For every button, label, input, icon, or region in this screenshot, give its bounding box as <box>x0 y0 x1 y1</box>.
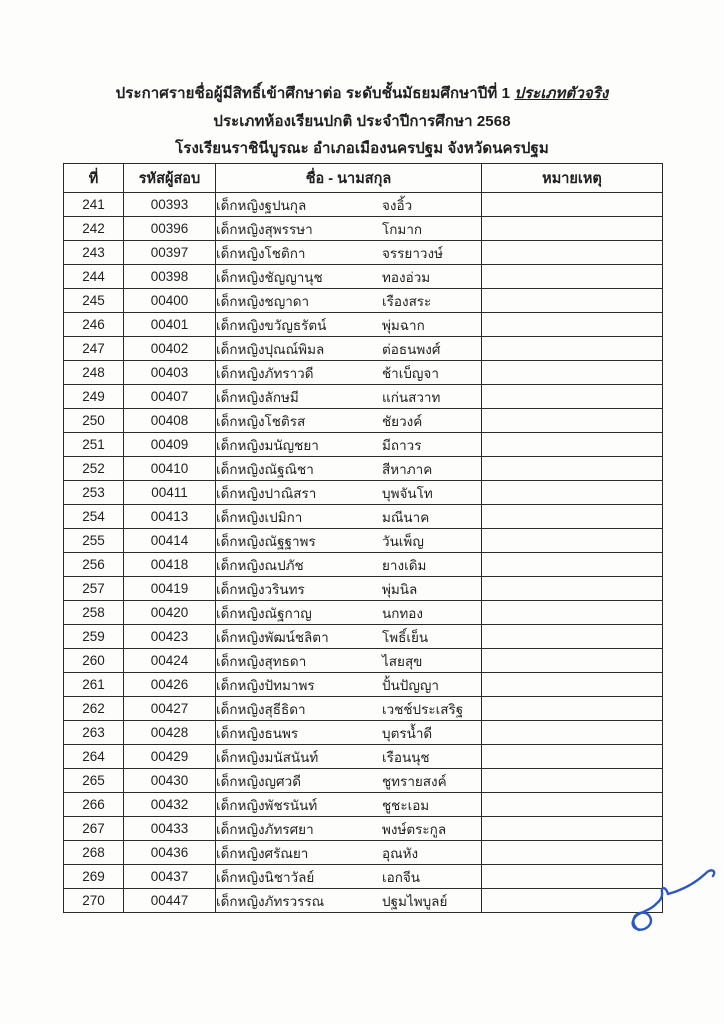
row-number: 255 <box>64 529 124 553</box>
name-cell <box>216 745 482 769</box>
remark-cell <box>482 601 663 625</box>
exam-code: 00424 <box>124 649 216 673</box>
name-cell <box>216 625 482 649</box>
surname: พงษ์ตระกูล <box>382 821 447 837</box>
table-row <box>64 889 663 913</box>
remark-cell <box>482 313 663 337</box>
exam-code: 00433 <box>124 817 216 841</box>
table-row <box>64 385 663 409</box>
title-line-1-underlined: ประเภทตัวจริง <box>514 85 609 102</box>
exam-code: 00410 <box>124 457 216 481</box>
document-header <box>0 80 724 163</box>
exam-code: 00408 <box>124 409 216 433</box>
table-row <box>64 793 663 817</box>
row-number: 246 <box>64 313 124 337</box>
surname: จงอิ้ว <box>382 197 413 213</box>
first-name: เด็กหญิงปัทมาพร <box>216 677 315 693</box>
remark-cell <box>482 817 663 841</box>
name-cell <box>216 457 482 481</box>
name-cell <box>216 793 482 817</box>
name-cell <box>216 193 482 217</box>
exam-code: 00426 <box>124 673 216 697</box>
table-header-row <box>64 164 663 193</box>
name-cell <box>216 889 482 913</box>
remark-cell <box>482 433 663 457</box>
exam-code: 00423 <box>124 625 216 649</box>
exam-code: 00437 <box>124 865 216 889</box>
exam-code: 00430 <box>124 769 216 793</box>
table-row <box>64 817 663 841</box>
row-number: 265 <box>64 769 124 793</box>
table-row <box>64 361 663 385</box>
surname: ช้าเบ็ญจา <box>382 365 439 381</box>
first-name: เด็กหญิงณปภัช <box>216 557 304 573</box>
exam-code: 00419 <box>124 577 216 601</box>
remark-cell <box>482 649 663 673</box>
table-row <box>64 745 663 769</box>
first-name: เด็กหญิงณัฐณิชา <box>216 461 314 477</box>
remark-cell <box>482 625 663 649</box>
table-row <box>64 313 663 337</box>
exam-code: 00411 <box>124 481 216 505</box>
row-number: 262 <box>64 697 124 721</box>
name-cell <box>216 553 482 577</box>
exam-code: 00407 <box>124 385 216 409</box>
exam-code: 00401 <box>124 313 216 337</box>
first-name: เด็กหญิงภัทราวดี <box>216 365 314 381</box>
first-name: เด็กหญิงณัฐกาญ <box>216 605 312 621</box>
row-number: 242 <box>64 217 124 241</box>
exam-code: 00428 <box>124 721 216 745</box>
surname: พุ่มนิล <box>382 581 418 597</box>
first-name: เด็กหญิงพัชรนันท์ <box>216 797 318 813</box>
surname: แก่นสวาท <box>382 389 441 405</box>
remark-cell <box>482 745 663 769</box>
first-name: เด็กหญิงโชติรส <box>216 413 306 429</box>
exam-code: 00427 <box>124 697 216 721</box>
title-line-1 <box>0 80 724 108</box>
surname: พุ่มฉาก <box>382 317 425 333</box>
table-row <box>64 553 663 577</box>
first-name: เด็กหญิงปุณณ์พิมล <box>216 341 325 357</box>
name-cell <box>216 649 482 673</box>
surname: เรือนนุช <box>382 749 430 765</box>
student-table-body <box>64 193 663 913</box>
name-cell <box>216 265 482 289</box>
surname: จรรยาวงษ์ <box>382 245 443 261</box>
exam-code: 00436 <box>124 841 216 865</box>
first-name: เด็กหญิงโชติกา <box>216 245 306 261</box>
remark-cell <box>482 721 663 745</box>
name-cell <box>216 385 482 409</box>
remark-cell <box>482 265 663 289</box>
name-cell <box>216 673 482 697</box>
student-table <box>63 163 663 913</box>
surname: มณีนาค <box>382 509 430 525</box>
first-name: เด็กหญิงมนัสนันท์ <box>216 749 319 765</box>
remark-cell <box>482 577 663 601</box>
header-full-name: ชื่อ - นามสกุล <box>216 164 482 193</box>
surname: วันเพ็ญ <box>382 533 424 549</box>
remark-cell <box>482 241 663 265</box>
row-number: 250 <box>64 409 124 433</box>
name-cell <box>216 697 482 721</box>
name-cell <box>216 481 482 505</box>
row-number: 258 <box>64 601 124 625</box>
table-row <box>64 769 663 793</box>
table-row <box>64 337 663 361</box>
name-cell <box>216 241 482 265</box>
first-name: เด็กหญิงสุธีธิดา <box>216 701 306 717</box>
row-number: 251 <box>64 433 124 457</box>
remark-cell <box>482 193 663 217</box>
name-cell <box>216 313 482 337</box>
remark-cell <box>482 361 663 385</box>
surname: ปฐมไพบูลย์ <box>382 893 448 909</box>
surname: บุพจันโท <box>382 485 433 501</box>
exam-code: 00393 <box>124 193 216 217</box>
table-row <box>64 433 663 457</box>
name-cell <box>216 217 482 241</box>
name-cell <box>216 529 482 553</box>
exam-code: 00418 <box>124 553 216 577</box>
row-number: 259 <box>64 625 124 649</box>
table-row <box>64 265 663 289</box>
first-name: เด็กหญิงภัทรวรรณ <box>216 893 325 909</box>
row-number: 257 <box>64 577 124 601</box>
row-number: 264 <box>64 745 124 769</box>
exam-code: 00432 <box>124 793 216 817</box>
surname: นกทอง <box>382 605 424 621</box>
table-row <box>64 505 663 529</box>
table-row <box>64 241 663 265</box>
row-number: 263 <box>64 721 124 745</box>
table-row <box>64 601 663 625</box>
table-row <box>64 481 663 505</box>
table-row <box>64 409 663 433</box>
remark-cell <box>482 505 663 529</box>
table-row <box>64 865 663 889</box>
signature-mark <box>620 864 722 942</box>
row-number: 241 <box>64 193 124 217</box>
remark-cell <box>482 409 663 433</box>
name-cell <box>216 865 482 889</box>
table-row <box>64 721 663 745</box>
surname: สีหาภาค <box>382 461 433 477</box>
exam-code: 00397 <box>124 241 216 265</box>
first-name: เด็กหญิงชัญญานุช <box>216 269 323 285</box>
header-no: ที่ <box>64 164 124 193</box>
row-number: 249 <box>64 385 124 409</box>
header-remark: หมายเหตุ <box>482 164 663 193</box>
row-number: 256 <box>64 553 124 577</box>
first-name: เด็กหญิงณัฐฐาพร <box>216 533 316 549</box>
remark-cell <box>482 697 663 721</box>
exam-code: 00398 <box>124 265 216 289</box>
name-cell <box>216 505 482 529</box>
first-name: เด็กหญิงสุทธดา <box>216 653 307 669</box>
surname: ชัยวงค์ <box>382 413 423 429</box>
first-name: เด็กหญิงฐปนกุล <box>216 197 307 213</box>
name-cell <box>216 817 482 841</box>
table-row <box>64 577 663 601</box>
first-name: เด็กหญิงปาณิสรา <box>216 485 317 501</box>
title-line-2: ประเภทห้องเรียนปกติ ประจำปีการศึกษา 2568 <box>213 112 511 130</box>
title-line-3: โรงเรียนราชินีบูรณะ อำเภอเมืองนครปฐม จังหวัดนครปฐม <box>175 140 549 157</box>
table-row <box>64 673 663 697</box>
name-cell <box>216 433 482 457</box>
remark-cell <box>482 793 663 817</box>
row-number: 270 <box>64 889 124 913</box>
exam-code: 00403 <box>124 361 216 385</box>
row-number: 247 <box>64 337 124 361</box>
remark-cell <box>482 481 663 505</box>
row-number: 254 <box>64 505 124 529</box>
first-name: เด็กหญิงมนัญชยา <box>216 437 319 453</box>
surname: โกมาก <box>382 221 423 237</box>
exam-code: 00409 <box>124 433 216 457</box>
name-cell <box>216 337 482 361</box>
exam-code: 00429 <box>124 745 216 769</box>
first-name: เด็กหญิงภัทรศยา <box>216 821 314 837</box>
exam-code: 00414 <box>124 529 216 553</box>
remark-cell <box>482 769 663 793</box>
remark-cell <box>482 529 663 553</box>
row-number: 267 <box>64 817 124 841</box>
table-row <box>64 649 663 673</box>
first-name: เด็กหญิงศรัณยา <box>216 845 309 861</box>
table-row <box>64 625 663 649</box>
first-name: เด็กหญิงสุพรรษา <box>216 221 313 237</box>
first-name: เด็กหญิงวรินทร <box>216 581 305 597</box>
exam-code: 00413 <box>124 505 216 529</box>
row-number: 248 <box>64 361 124 385</box>
remark-cell <box>482 673 663 697</box>
name-cell <box>216 289 482 313</box>
header-exam-code: รหัสผู้สอบ <box>124 164 216 193</box>
exam-code: 00396 <box>124 217 216 241</box>
name-cell <box>216 769 482 793</box>
exam-code: 00400 <box>124 289 216 313</box>
surname: อุณหัง <box>382 845 419 861</box>
remark-cell <box>482 385 663 409</box>
name-cell <box>216 577 482 601</box>
first-name: เด็กหญิงญศวดี <box>216 773 301 789</box>
remark-cell <box>482 553 663 577</box>
exam-code: 00402 <box>124 337 216 361</box>
row-number: 244 <box>64 265 124 289</box>
surname: ปั้นปัญญา <box>382 677 439 693</box>
name-cell <box>216 361 482 385</box>
surname: เอกจีน <box>382 869 421 885</box>
row-number: 243 <box>64 241 124 265</box>
name-cell <box>216 601 482 625</box>
first-name: เด็กหญิงชญาดา <box>216 293 310 309</box>
table-row <box>64 217 663 241</box>
table-row <box>64 697 663 721</box>
table-row <box>64 193 663 217</box>
remark-cell <box>482 217 663 241</box>
row-number: 266 <box>64 793 124 817</box>
row-number: 245 <box>64 289 124 313</box>
row-number: 252 <box>64 457 124 481</box>
exam-code: 00420 <box>124 601 216 625</box>
row-number: 261 <box>64 673 124 697</box>
surname: ชูทรายสงค์ <box>382 773 447 789</box>
table-row <box>64 841 663 865</box>
first-name: เด็กหญิงพัฒน์ชลิตา <box>216 629 329 645</box>
surname: เรืองสระ <box>382 293 432 309</box>
first-name: เด็กหญิงขวัญธรัตน์ <box>216 317 327 333</box>
row-number: 253 <box>64 481 124 505</box>
surname: ยางเดิม <box>382 557 427 573</box>
surname: บุตรน้ำดี <box>382 725 433 741</box>
surname: ชูชะเอม <box>382 797 430 813</box>
remark-cell <box>482 337 663 361</box>
remark-cell <box>482 841 663 865</box>
name-cell <box>216 841 482 865</box>
table-row <box>64 289 663 313</box>
remark-cell <box>482 457 663 481</box>
first-name: เด็กหญิงธนพร <box>216 725 299 741</box>
name-cell <box>216 409 482 433</box>
name-cell <box>216 721 482 745</box>
table-row <box>64 457 663 481</box>
surname: ต่อธนพงศ์ <box>382 341 441 357</box>
exam-code: 00447 <box>124 889 216 913</box>
remark-cell <box>482 289 663 313</box>
surname: เวชช์ประเสริฐ <box>382 701 464 717</box>
surname: มีถาวร <box>382 437 422 453</box>
row-number: 260 <box>64 649 124 673</box>
surname: ไสยสุข <box>382 653 423 669</box>
surname: ทองอ่วม <box>382 269 431 285</box>
row-number: 268 <box>64 841 124 865</box>
row-number: 269 <box>64 865 124 889</box>
first-name: เด็กหญิงเปมิกา <box>216 509 303 525</box>
table-row <box>64 529 663 553</box>
first-name: เด็กหญิงลักษมี <box>216 389 299 405</box>
first-name: เด็กหญิงนิชาวัลย์ <box>216 869 315 885</box>
title-line-1-text: ประกาศรายชื่อผู้มีสิทธิ์เข้าศึกษาต่อ ระดับชั้นมัธยมศึกษาปีที่ 1 <box>115 85 515 102</box>
surname: โพธิ์เย็น <box>382 629 429 645</box>
